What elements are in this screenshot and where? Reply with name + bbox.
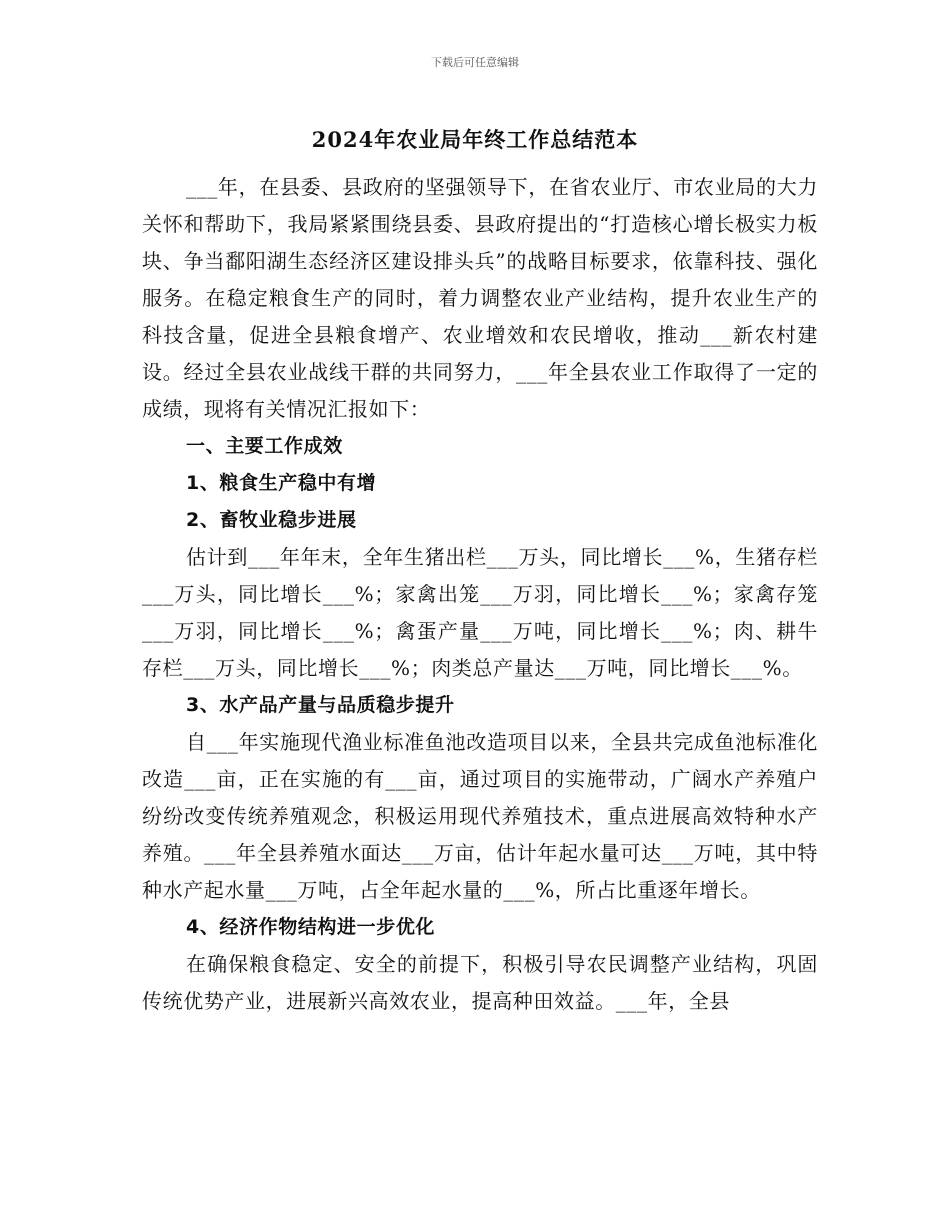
item-heading-2: 2、畜牧业稳步进展 bbox=[186, 509, 357, 531]
intro-paragraph: ___年，在县委、县政府的坚强领导下，在省农业厅、市农业局的大力关怀和帮助下，我局紧紧围绕县委、县政府提出的“打造核心增长极实力板块、争当鄱阳湖生态经济区建设排头兵”的战略目标要求，依靠科技、强化服务。在稳定粮食生产的同时，着力调整农业产业结构，提升农业生产的科技含量，促进全县粮食增产、农业增效和农民增收，推动___新农村建设。经过全县农业战线干群的共同努力，___年全县农业工作取得了一定的成绩，现将有关情况汇报如下： bbox=[142, 175, 818, 421]
item-heading-3: 3、水产品产量与品质稳步提升 bbox=[186, 694, 455, 716]
document-title: 2024年农业局年终工作总结范本 bbox=[311, 127, 639, 152]
item-heading-4: 4、经济作物结构进一步优化 bbox=[186, 916, 436, 938]
header-note: 下载后可任意编辑 bbox=[431, 56, 519, 69]
document-body bbox=[142, 169, 818, 1020]
item-paragraph-3: 自___年实施现代渔业标准鱼池改造项目以来，全县共完成鱼池标准化改造___亩，正在实施的有___亩，通过项目的实施带动，广阔水产养殖户纷纷改变传统养殖观念，积极运用现代养殖技术，重点进展高效特种水产养殖。___年全县养殖水面达___万亩，估计年起水量可达___万吨，其中特种水产起水量___万吨，占全年起水量的___%，所占比重逐年增长。 bbox=[142, 730, 818, 902]
section-heading-1: 一、主要工作成效 bbox=[186, 435, 343, 457]
item-paragraph-2: 估计到___年年末，全年生猪出栏___万头，同比增长___%，生猪存栏___万头，同比增长___%；家禽出笼___万羽，同比增长___%；家禽存笼___万羽，同比增长___%；禽蛋产量___万吨，同比增长___%；肉、耕牛存栏___万头，同比增长___%；肉类总产量达___万吨，同比增长___%。 bbox=[142, 545, 818, 680]
item-paragraph-4: 在确保粮食稳定、安全的前提下，积极引导农民调整产业结构，巩固传统优势产业，进展新兴高效农业，提高种田效益。___年，全县 bbox=[142, 952, 818, 1013]
item-heading-1: 1、粮食生产稳中有增 bbox=[186, 472, 377, 494]
